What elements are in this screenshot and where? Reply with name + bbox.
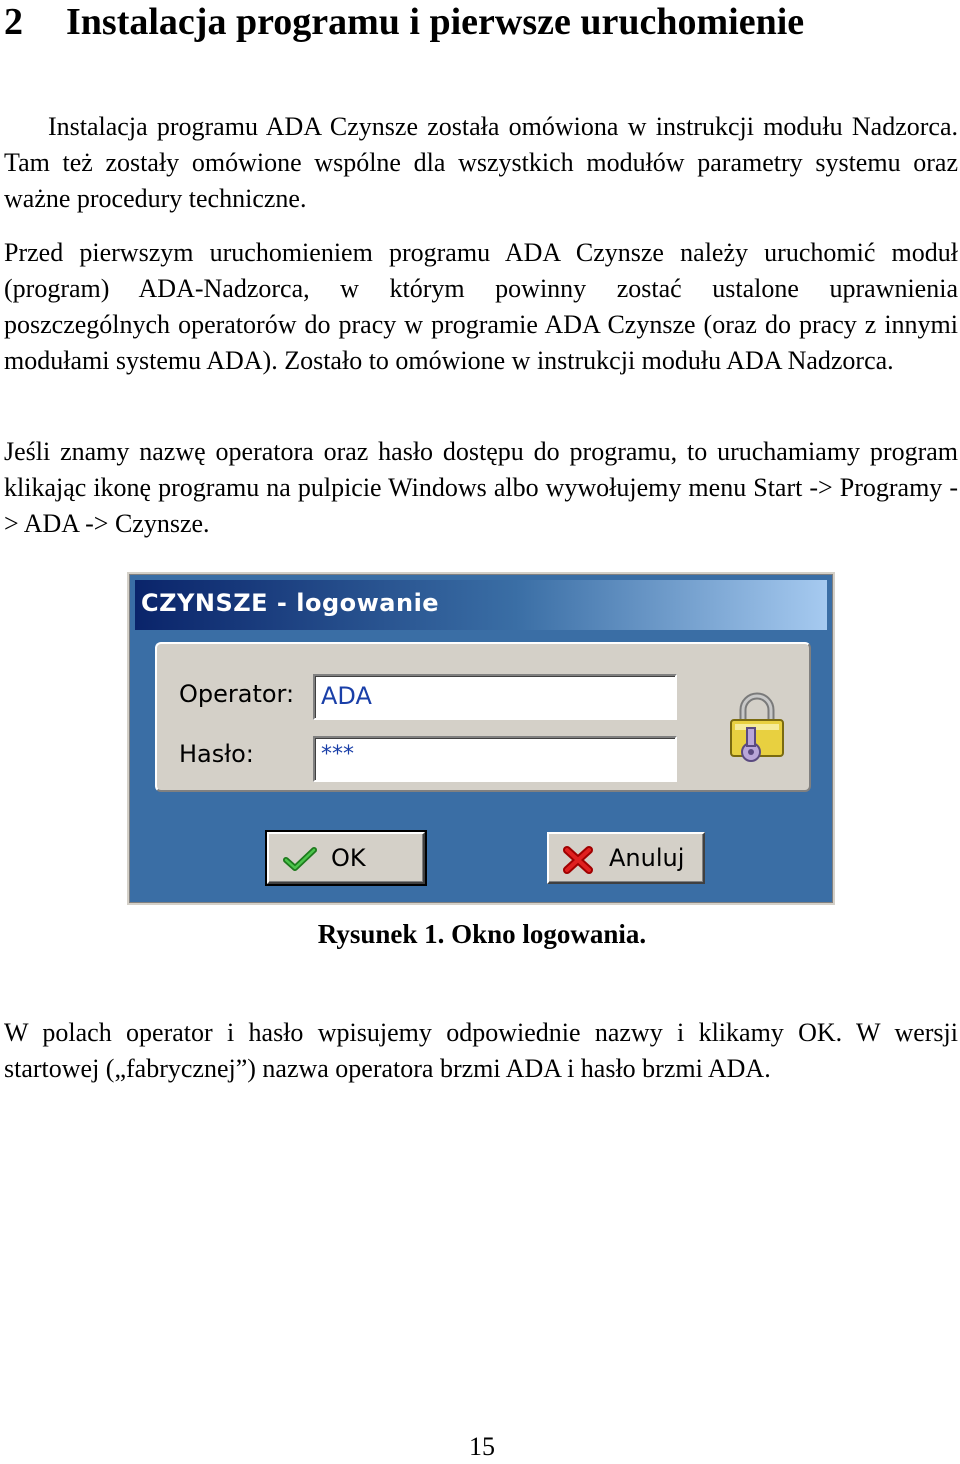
password-input[interactable]: ***: [313, 736, 677, 782]
section-heading: [4, 0, 804, 44]
figure-caption: Rysunek 1. Okno logowania.: [317, 919, 647, 949]
password-label: Hasło:: [179, 740, 254, 768]
paragraph-credentials: W polach operator i hasło wpisujemy odpowiednie nazwy i klikamy OK. W wersji startowej („fabrycznej”) nazwa operatora brzmi ADA i hasło brzmi ADA.: [4, 1018, 958, 1083]
dialog-titlebar: [135, 580, 827, 630]
ok-button-label: OK: [331, 844, 366, 872]
checkmark-icon: [283, 846, 317, 872]
dialog-title: CZYNSZE - logowanie: [141, 589, 440, 617]
login-dialog: [127, 572, 835, 905]
operator-input[interactable]: ADA: [313, 674, 677, 720]
paragraph-before-first-run: Przed pierwszym uruchomieniem programu ADA Czynsze należy uruchomić moduł (program) ADA-Nadzorca, w którym powinny zostać ustalone uprawnienia poszczególnych operatorów do pracy w programie ADA Czynsze (oraz do pracy z innymi modułami systemu ADA). Zostało to omówione w instrukcji modułu ADA Nadzorca.: [4, 238, 958, 375]
paragraph-installation: Instalacja programu ADA Czynsze została omówiona w instrukcji modułu Nadzorca. Tam też zostały omówione wspólne dla wszystkich modułów parametry systemu oraz ważne procedury techniczne.: [4, 112, 958, 213]
x-icon: [563, 846, 593, 874]
cancel-button-label: Anuluj: [609, 844, 685, 872]
section-number: 2: [4, 1, 23, 43]
credentials-panel: [155, 642, 811, 792]
page-number: 15: [469, 1432, 495, 1461]
operator-label: Operator:: [179, 680, 295, 708]
cancel-button[interactable]: [547, 832, 705, 884]
section-title: Instalacja programu i pierwsze uruchomienie: [66, 1, 805, 43]
paragraph-launching: Jeśli znamy nazwę operatora oraz hasło dostępu do programu, to uruchamiamy program klikając ikonę programu na pulpicie Windows albo wywołujemy menu Start -> Programy -> ADA -> Czynsze.: [4, 437, 958, 538]
padlock-key-icon: [727, 688, 787, 768]
ok-button[interactable]: [267, 832, 425, 884]
